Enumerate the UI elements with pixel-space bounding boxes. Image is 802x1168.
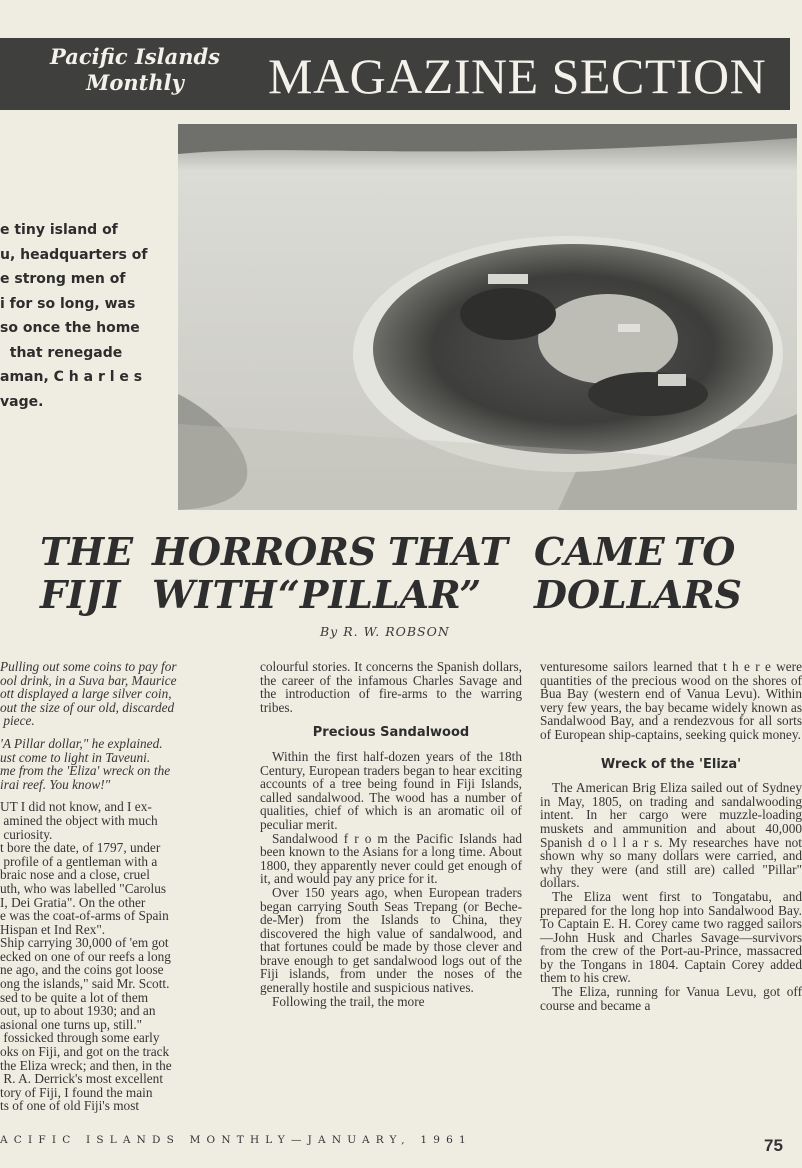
paragraph: colourful stories. It concerns the Spanish dollars, the career of the infamous Charles Savage and the introduction of fire-arms to the warring tribes. [260,659,522,715]
article-column-2 [260,660,522,1075]
article-column-3 [540,660,802,1075]
paragraph: Following the trail, the more [272,993,425,1009]
text-line: ust come to light in Taveuni. [0,749,151,765]
paragraph [0,660,244,728]
paragraph: The Eliza, running for Vanua Levu, got off course and became a [540,984,802,1013]
text-line: R. A. Derrick's most excellent [0,1071,164,1087]
text-line: ott displayed a large silver coin, [0,686,172,702]
text-line: amined the object with much [0,812,158,828]
subheading-precious-sandalwood: Precious Sandalwood [312,725,470,741]
text-line: out the size of our old, discarded [0,699,175,715]
text-line: ne ago, and the coins got loose [0,962,164,978]
text-line: Ship carrying 30,000 of 'em got [0,935,169,951]
headline-line-1: THE HORRORS THAT CAME TO [40,529,736,574]
text-line: me from the 'Eliza' wreck on the [0,763,171,779]
paragraph: venturesome sailors learned that t h e r e were quantities of the precious wood on the shores of Bua Bay (western end of Vanua Levu). Within very few years, the bay became widely known as Sandalwood Bay, and a rendezvous for all sorts of European ship-captains, seeking quick money. [540,659,802,742]
island-photo-drawing [178,124,797,510]
intro-caption [0,218,148,414]
publication-name: Pacific Islands Monthly [50,44,220,95]
text-line: braic nose and a close, cruel [0,867,150,883]
text-line: UT I did not know, and I ex- [0,799,152,815]
text-line: profile of a gentleman with a [0,853,158,869]
headline-line-2: FIJI WITH“PILLAR” DOLLARS [40,572,742,617]
paragraph [0,841,244,1113]
paragraph [0,800,244,841]
byline: By R. W. ROBSON [320,624,450,639]
paragraph: The American Brig Eliza sailed out of Sydney in May, 1805, on trading and sandalwooding intent. In her cargo were muzzle-loading muskets and ammunition and about 40,000 Spanish d o l l a r s. My researches have not shown why so many dollars were carried, and why they were (and still are) called "Pillar" dollars. [540,780,802,891]
text-line: ts of one of old Fiji's most [0,1098,140,1114]
text-line: piece. [0,713,35,729]
text-line: t bore the date, of 1797, under [0,840,161,856]
text-line: tory of Fiji, I found the main [0,1084,153,1100]
paragraph: Over 150 years ago, when European traders began carrying South Seas Trepang (or Beche-de-Mer) from the Islands to China, they discovered the high value of sandalwood, and that fortunes could be made by those clever and brave enough to get sandalwood logs out of the Fiji islands, from under the noses of the generally hostile and suspicious natives. [260,884,522,996]
text-line: ool drink, in a Suva bar, Maurice [0,672,177,688]
intro-line: aman, C h a r l e s [0,369,143,385]
intro-line: vage. [0,393,44,410]
text-line: ecked on one of our reefs a long [0,948,171,964]
intro-line: so once the home [0,320,140,336]
text-line: e was the coat-of-arms of Spain [0,908,169,924]
article-headline [40,530,760,616]
paragraph: Within the first half-dozen years of the 18th Century, European traders began to hear exciting accounts of a tree being found in Fiji Islands, called sandalwood. The wood has a number of qualities, chief of which is an aromatic oil of peculiar merit. [260,748,522,832]
running-footer: ACIFIC ISLANDS MONTHLY—JANUARY, 1961 [0,1134,472,1146]
intro-line: that renegade [0,344,123,361]
text-line: the Eliza wreck; and then, in the [0,1057,172,1073]
subheading-wreck-of-eliza: Wreck of the 'Eliza' [600,756,742,772]
paragraph: Sandalwood f r o m the Pacific Islands had been known to the Asians for a long time. About 1800, they apparently never could get enough of it, and would pay any price for it. [260,830,522,887]
article-column-1 [0,659,244,1114]
text-line: asional one turns up, still." [0,1016,143,1032]
intro-line: e strong men of [0,271,126,287]
text-line: curiosity. [0,826,53,842]
text-line: out, up to about 1930; and an [0,1003,156,1019]
text-line: oks on Fiji, and got on the track [0,1044,170,1060]
text-line: fossicked through some early [0,1030,160,1046]
island-aerial-photo [178,124,797,510]
text-line: sed to be quite a lot of them [0,989,149,1005]
paragraph: The Eliza went first to Tongatabu, and prepared for the long hop into Sandalwood Bay. To Captain E. H. Corey came two ragged sailors—John Husk and Charles Savage—survivors from the crew of the Port-au-Prince, massacred by the Tongans in 1804. Captain Corey added them to his crew. [540,888,802,986]
text-line: ong the islands," said Mr. Scott. [0,976,170,992]
intro-line: i for so long, was [0,295,136,312]
page-number: 75 [764,1136,783,1155]
intro-line: u, headquarters of [0,246,148,263]
text-line: irai reef. You know!" [0,776,111,792]
section-title: MAGAZINE SECTION [268,48,767,104]
text-line: I, Dei Gratia". On the other [0,894,146,910]
text-line: Hispan et Ind Rex". [0,921,106,937]
text-line: uth, who was labelled "Carolus [0,880,167,896]
text-line: 'A Pillar dollar," he explained. [0,735,163,751]
intro-line: e tiny island of [0,222,118,238]
text-line: Pulling out some coins to pay for [0,659,177,674]
paragraph [0,737,244,791]
